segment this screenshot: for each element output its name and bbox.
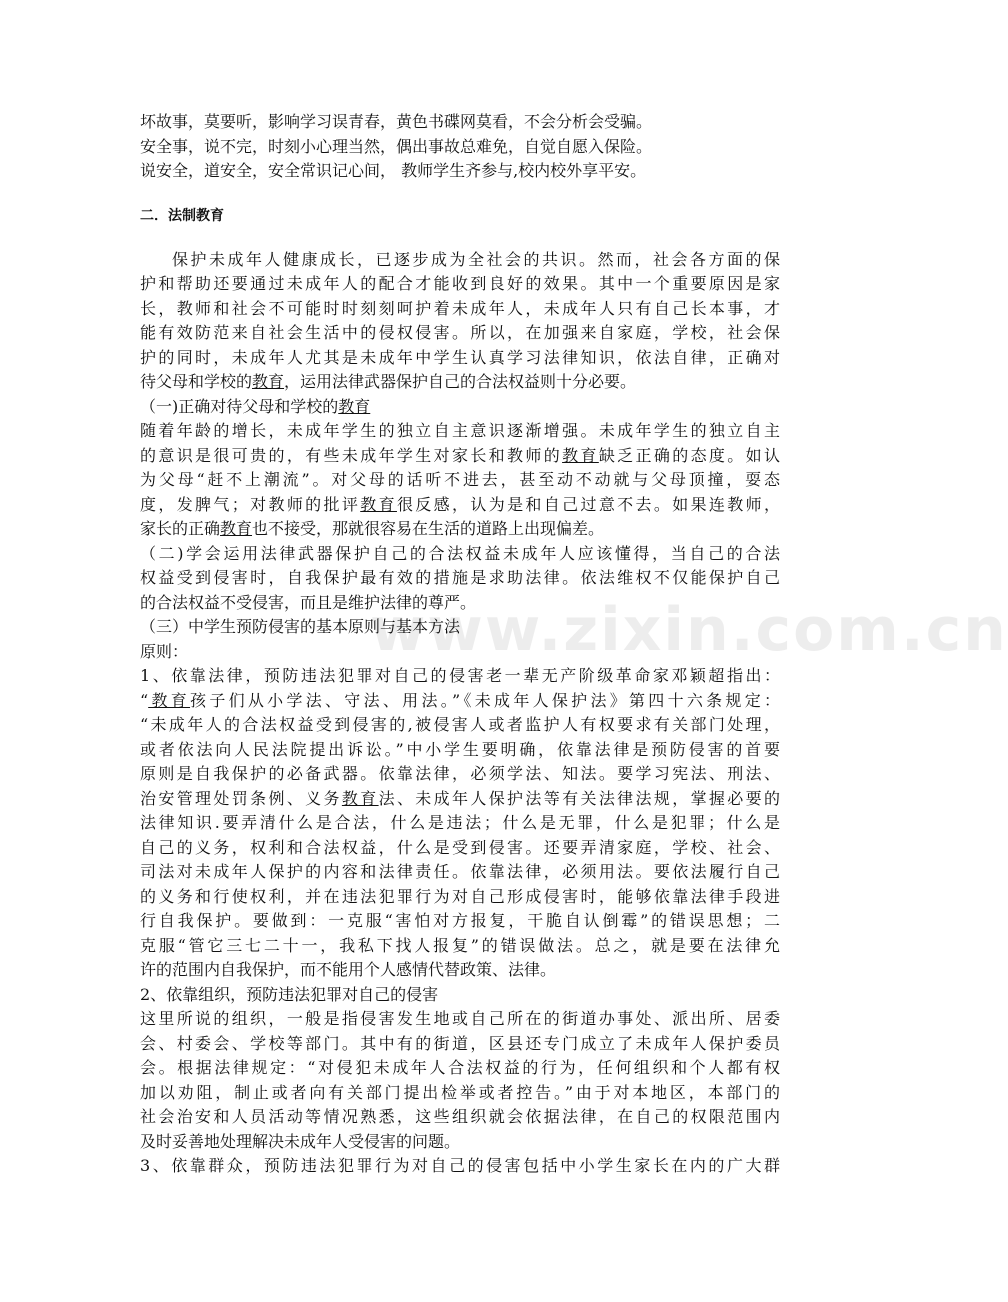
watermark: www.zixin.com.cn	[370, 595, 1008, 665]
paragraph-line: 的合法权益不受侵害，而且是维护法律的尊严。	[140, 592, 477, 612]
underlined-term: 教育	[220, 519, 253, 538]
paragraph-line: “未成年人的合法权益受到侵害的,被侵害人或者监护人有权要求有关部门处理，	[140, 715, 780, 734]
underlined-term: 教育	[562, 445, 599, 465]
paragraph-line: 3、依靠群众，预防违法犯罪行为对自己的侵害包括中小学生家长在内的广大群	[140, 1156, 780, 1175]
underlined-term: 教育	[338, 396, 371, 416]
section-heading: 二．法制教育	[140, 207, 224, 224]
paragraph-line: 原则是自我保护的必备武器。依靠法律，必须学法、知法。要学习宪法、刑法、	[140, 764, 780, 783]
paragraph-line: 及时妥善地处理解决未成年人受侵害的问题。	[140, 1131, 461, 1151]
paragraph-line: 随着年龄的增长，未成年学生的独立自主意识逐渐增强。未成年学生的独立自主	[140, 421, 780, 440]
underlined-term: 教育	[341, 788, 379, 808]
underlined-term: 教育	[360, 494, 397, 514]
intro-line: 坏故事，莫要听，影响学习误青春，黄色书碟网莫看，不会分析会受骗。	[140, 112, 653, 131]
paragraph-line: 护的同时，未成年人尤其是未成年中学生认真学习法律知识，依法自律，正确对	[140, 347, 780, 367]
paragraph-line: 能有效防范来自社会生活中的侵权侵害。所以，在加强来自家庭，学校，社会保	[140, 323, 780, 342]
paragraph-line: 会、村委会、学校等部门。其中有的街道，区县还专门成立了未成年人保护委员	[140, 1033, 780, 1053]
paragraph-line: 的义务和行使权利，并在违法犯罪行为对自己形成侵害时，能够依靠法律手段进	[140, 886, 780, 906]
paragraph-line: 待父母和学校的教育，运用法律武器保护自己的合法权益则十分必要。	[140, 372, 637, 391]
paragraph-line: 或者依法向人民法院提出诉讼。”中小学生要明确，依靠法律是预防侵害的首要	[140, 739, 780, 759]
subsection-title: 2、依靠组织，预防违法犯罪对自己的侵害	[140, 984, 439, 1004]
paragraph-line: 这里所说的组织，一般是指侵害发生地或自己所在的街道办事处、派出所、居委	[140, 1009, 780, 1028]
principle-label: 原则：	[140, 641, 189, 661]
paragraph-line: 治安管理处罚条例、义务教育法、未成年人保护法等有关法律法规，掌握必要的	[140, 788, 780, 808]
intro-line: 说安全，道安全，安全常识记心间， 教师学生齐参与,校内校外享平安。	[140, 161, 647, 180]
paragraph-line: 权益受到侵害时，自我保护最有效的措施是求助法律。依法维权不仅能保护自己	[140, 568, 780, 587]
paragraph-line: 度，发脾气；对教师的批评教育很反感，认为是和自己过意不去。如果连教师，	[140, 494, 780, 514]
paragraph-line: 自己的义务，权利和合法权益，什么是受到侵害。还要弄清家庭，学校、社会、	[140, 837, 780, 857]
paragraph-line: 保护未成年人健康成长，已逐步成为全社会的共识。然而，社会各方面的保	[172, 249, 780, 269]
text-column	[140, 110, 780, 1179]
paragraph-line: 许的范围内自我保护，而不能用个人感情代替政策、法律。	[140, 960, 557, 979]
paragraph-line: 法律知识.要弄清什么是合法，什么是违法；什么是无罪，什么是犯罪；什么是	[140, 813, 780, 832]
paragraph-line: （二)学会运用法律武器保护自己的合法权益未成年人应该懂得，当自己的合法	[140, 543, 780, 563]
paragraph-line: 的意识是很可贵的，有些未成年学生对家长和教师的教育缺乏正确的态度。如认	[140, 445, 780, 465]
underlined-term: 教育	[148, 690, 191, 710]
paragraph-line: “教育孩子们从小学法、守法、用法。”《未成年人保护法》第四十六条规定：	[140, 690, 780, 710]
paragraph-line: 行自我保护。要做到：一克服“害怕对方报复，干脆自认倒霉”的错误思想；二	[140, 911, 780, 930]
paragraph-line: 社会治安和人员活动等情况熟悉，这些组织就会依据法律，在自己的权限范围内	[140, 1107, 780, 1126]
paragraph-line: 长，教师和社会不可能时时刻刻呵护着未成年人，未成年人只有自己长本事，才	[140, 298, 780, 318]
paragraph-line: 护和帮助还要通过未成年人的配合才能收到良好的效果。其中一个重要原因是家	[140, 274, 780, 293]
paragraph-line: 克服“管它三七二十一，我私下找人报复”的错误做法。总之，就是要在法律允	[140, 935, 780, 955]
paragraph-line: 会。根据法律规定：“对侵犯未成年人合法权益的行为，任何组织和个人都有权	[140, 1058, 780, 1077]
intro-line: 安全事，说不完，时刻小心理当然，偶出事故总难免，自觉自愿入保险。	[140, 136, 653, 156]
subsection-title: （三）中学生预防侵害的基本原则与基本方法	[140, 617, 461, 636]
paragraph-line: 为父母“赶不上潮流”。对父母的话听不进去，甚至动不动就与父母顶撞，耍态	[140, 470, 780, 489]
paragraph-line: 1、依靠法律，预防违法犯罪对自己的侵害老一辈无产阶级革命家邓颖超指出：	[140, 666, 780, 685]
paragraph-line: 加以劝阻，制止或者向有关部门提出检举或者控告。”由于对本地区，本部门的	[140, 1082, 780, 1102]
paragraph-line: 司法对未成年人保护的内容和法律责任。依靠法律，必须用法。要依法履行自己	[140, 862, 780, 881]
paragraph-line: 家长的正确教育也不接受，那就很容易在生活的道路上出现偏差。	[140, 519, 605, 538]
underlined-term: 教育	[252, 372, 285, 391]
subsection-title: （一)正确对待父母和学校的教育	[140, 396, 371, 416]
